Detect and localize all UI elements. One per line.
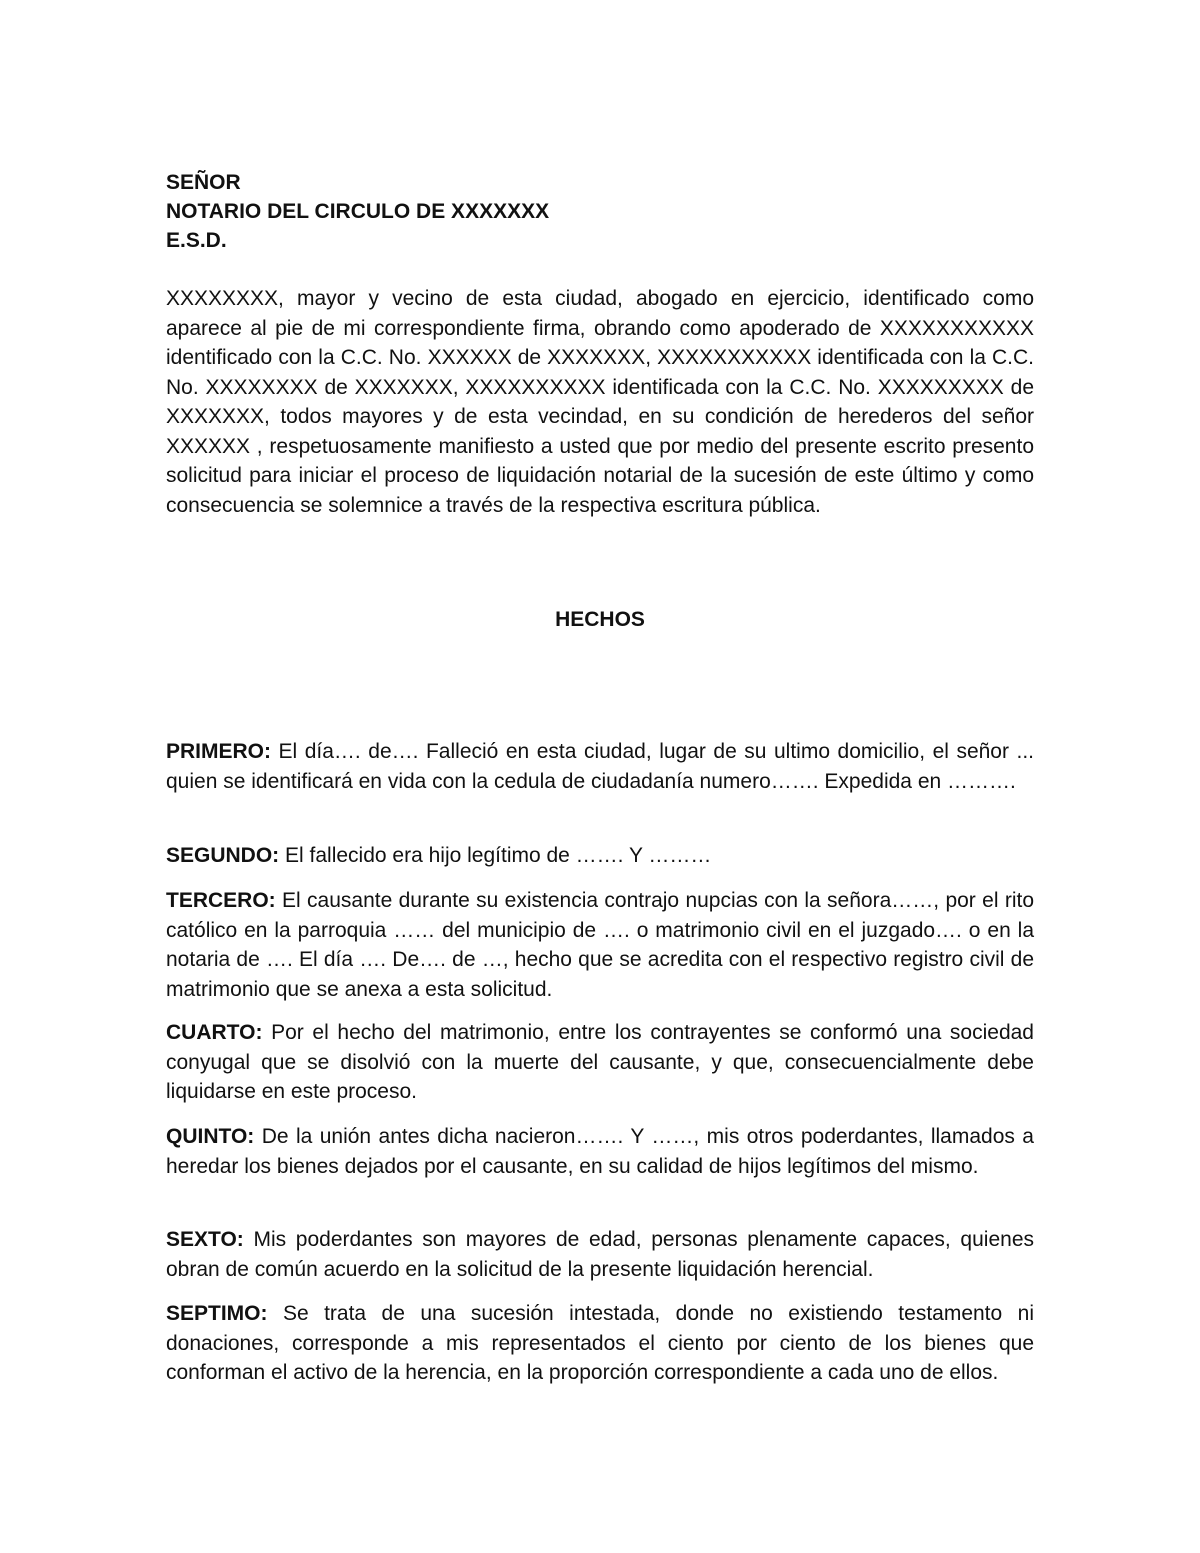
fact-segundo: [166, 841, 1034, 871]
fact-text: El fallecido era hijo legítimo de ……. Y ………: [279, 844, 712, 867]
fact-tercero: [166, 886, 1034, 1004]
fact-label: PRIMERO:: [166, 740, 271, 763]
fact-quinto: [166, 1122, 1034, 1181]
fact-cuarto: [166, 1018, 1034, 1107]
fact-text: Por el hecho del matrimonio, entre los contrayentes se conformó una sociedad conyugal que se disolvió con la muerte del causante, y que, consecuencialmente debe liquidarse en este proceso.: [166, 1021, 1034, 1103]
fact-sexto: [166, 1225, 1034, 1284]
addressee-line-3: E.S.D.: [166, 229, 227, 252]
fact-primero: [166, 737, 1034, 796]
fact-label: SEXTO:: [166, 1228, 244, 1251]
fact-text: Se trata de una sucesión intestada, donde no existiendo testamento ni donaciones, corresponde a mis representados el ciento por ciento de los bienes que conforman el activo de la herencia, en la proporción correspondiente a cada uno de ellos.: [166, 1302, 1034, 1384]
fact-label: CUARTO:: [166, 1021, 263, 1044]
addressee-line-1: SEÑOR: [166, 171, 241, 194]
fact-text: Mis poderdantes son mayores de edad, personas plenamente capaces, quienes obran de común acuerdo en la solicitud de la presente liquidación herencial.: [166, 1228, 1034, 1281]
intro-paragraph: XXXXXXXX, mayor y vecino de esta ciudad, abogado en ejercicio, identificado como aparece al pie de mi correspondiente firma, obrando como apoderado de XXXXXXXXXXX identificado con la C.C. No. XXXXXX de XXXXXXX, XXXXXXXXXXX identificada con la C.C. No. XXXXXXXX de XXXXXXX, XXXXXXXXXX identificada con la C.C. No. XXXXXXXXX de XXXXXXX, todos mayores y de esta vecindad, en su condición de herederos del señor XXXXXX , respetuosamente manifiesto a usted que por medio del presente escrito presento solicitud para iniciar el proceso de liquidación notarial de la sucesión de este último y como consecuencia se solemnice a través de la respectiva escritura pública.: [166, 287, 1034, 517]
fact-text: De la unión antes dicha nacieron……. Y ……, mis otros poderdantes, llamados a heredar los bienes dejados por el causante, en su calidad de hijos legítimos del mismo.: [166, 1125, 1034, 1178]
addressee-line-2: NOTARIO DEL CIRCULO DE XXXXXXX: [166, 200, 550, 223]
fact-label: QUINTO:: [166, 1125, 255, 1148]
addressee-block: [166, 168, 549, 255]
fact-text: El día…. de…. Falleció en esta ciudad, lugar de su ultimo domicilio, el señor ... quien se identificará en vida con la cedula de ciudadanía numero……. Expedida en ……….: [166, 740, 1034, 793]
fact-label: SEPTIMO:: [166, 1302, 268, 1325]
section-title-hechos: HECHOS: [555, 608, 645, 631]
fact-label: SEGUNDO:: [166, 844, 280, 867]
fact-label: TERCERO:: [166, 889, 276, 912]
fact-septimo: [166, 1299, 1034, 1388]
fact-text: El causante durante su existencia contrajo nupcias con la señora……, por el rito católico en la parroquia …… del municipio de …. o matrimonio civil en el juzgado…. o en la notaria de …. El día …. De…. de …, hecho que se acredita con el respectivo registro civil de matrimonio que se anexa a esta solicitud.: [166, 889, 1034, 1001]
